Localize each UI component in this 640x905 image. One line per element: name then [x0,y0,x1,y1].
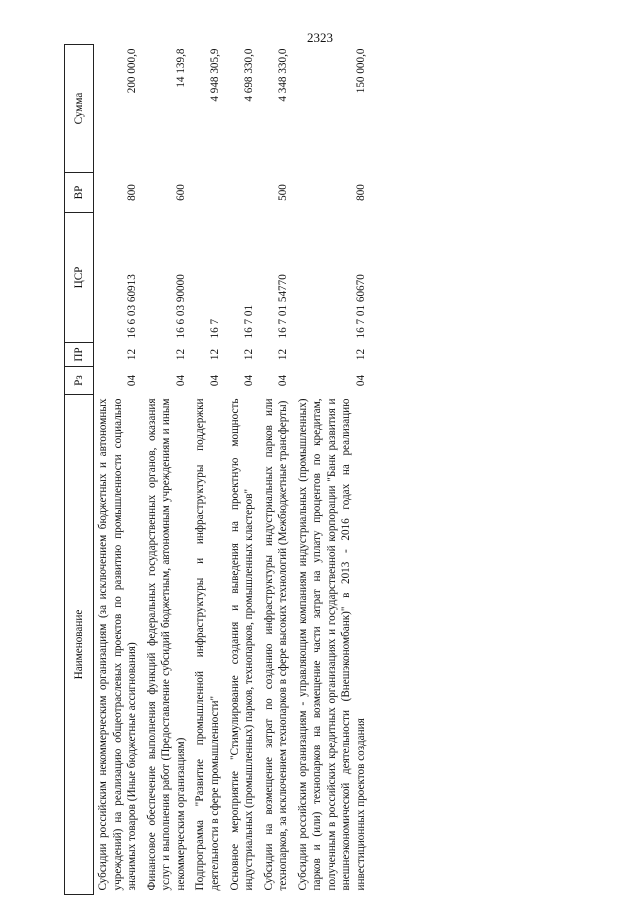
cell-sum: 4 348 330,0 [277,48,290,102]
cell-pr: 12 [277,348,290,361]
cell-pr: 12 [355,348,367,361]
header-vr: ВР [65,173,94,213]
table-row [94,45,143,895]
cell-rz: 04 [243,374,256,387]
header-pr: ПР [65,343,94,367]
cell-sum: 200 000,0 [126,48,139,94]
cell-sum: 14 139,8 [174,48,187,88]
cell-csr: 16 7 01 60670 [355,274,367,339]
cell-vr [191,173,225,213]
cell-name: Основное мероприятие "Стимулирование создания и выведения на проектную мощность индустриальных (промышленных) парков, технопарков, промышленных кластеров" [228,398,256,891]
cell-csr: 16 7 [208,318,221,339]
cell-name: Субсидии российским организациям - управляющим компаниям индустриальных (промышленных) парков и (или) технопарков на возмещение части затрат на уплату процентов по кредитам, полученным в российских кредитных организациях и государственной корпорации "Банк развития и внешнеэкономической деятельности (Внешэкономбанк)" в 2013 - 2016 годах на реализацию инвестиционных проектов создания [296,398,367,891]
cell-csr: 16 7 01 [243,304,256,339]
cell-vr: 500 [277,184,290,201]
table-row [294,45,372,895]
cell-rz: 04 [208,374,221,387]
cell-rz: 04 [277,374,290,387]
cell-vr [226,173,260,213]
table-row [191,45,225,895]
header-rz: Рз [65,367,94,395]
cell-pr: 12 [174,348,187,361]
page-number: 2323 [307,30,333,45]
cell-rz: 04 [126,374,139,387]
cell-csr: 16 6 03 60913 [126,274,139,339]
cell-name: Субсидии российским некоммерческим организациям (за исключением бюджетных и автономных учреждений) на реализацию общеотраслевых проектов по развитию промышленности социально значимых товаров (Иные бюджетные ассигнования) [97,398,139,891]
cell-sum: 4 948 305,9 [208,48,221,102]
table-row [260,45,294,895]
budget-table [64,44,372,895]
table-row [226,45,260,895]
cell-csr: 16 6 03 90000 [174,274,187,339]
cell-pr: 12 [126,348,139,361]
cell-csr: 16 7 01 54770 [277,274,290,339]
cell-vr: 800 [126,184,139,201]
cell-pr: 12 [243,348,256,361]
cell-name: Финансовое обеспечение выполнения функций федеральных государственных органов, оказания услуг и выполнения работ (Предоставление субсидий бюджетным, автономным учреждениям и иным некоммерческим организациям) [145,398,187,891]
header-csr: ЦСР [65,213,94,343]
table-header-row [65,45,94,895]
cell-rz: 04 [174,374,187,387]
header-sum: Сумма [65,45,94,173]
cell-vr: 800 [355,184,367,201]
cell-sum: 150 000,0 [355,48,367,94]
cell-pr: 12 [208,348,221,361]
cell-vr: 600 [174,184,187,201]
table-row [143,45,192,895]
cell-name: Субсидии на возмещение затрат по созданию инфраструктуры индустриальных парков или технопарков, за исключением технопарков в сфере высоких технологий (Межбюджетные трансферты) [262,398,290,891]
cell-name: Подпрограмма "Развитие промышленной инфраструктуры и инфраструктуры поддержки деятельности в сфере промышленности" [194,398,221,891]
cell-rz: 04 [355,374,367,387]
cell-sum: 4 698 330,0 [243,48,256,102]
header-name: Наименование [65,395,94,895]
